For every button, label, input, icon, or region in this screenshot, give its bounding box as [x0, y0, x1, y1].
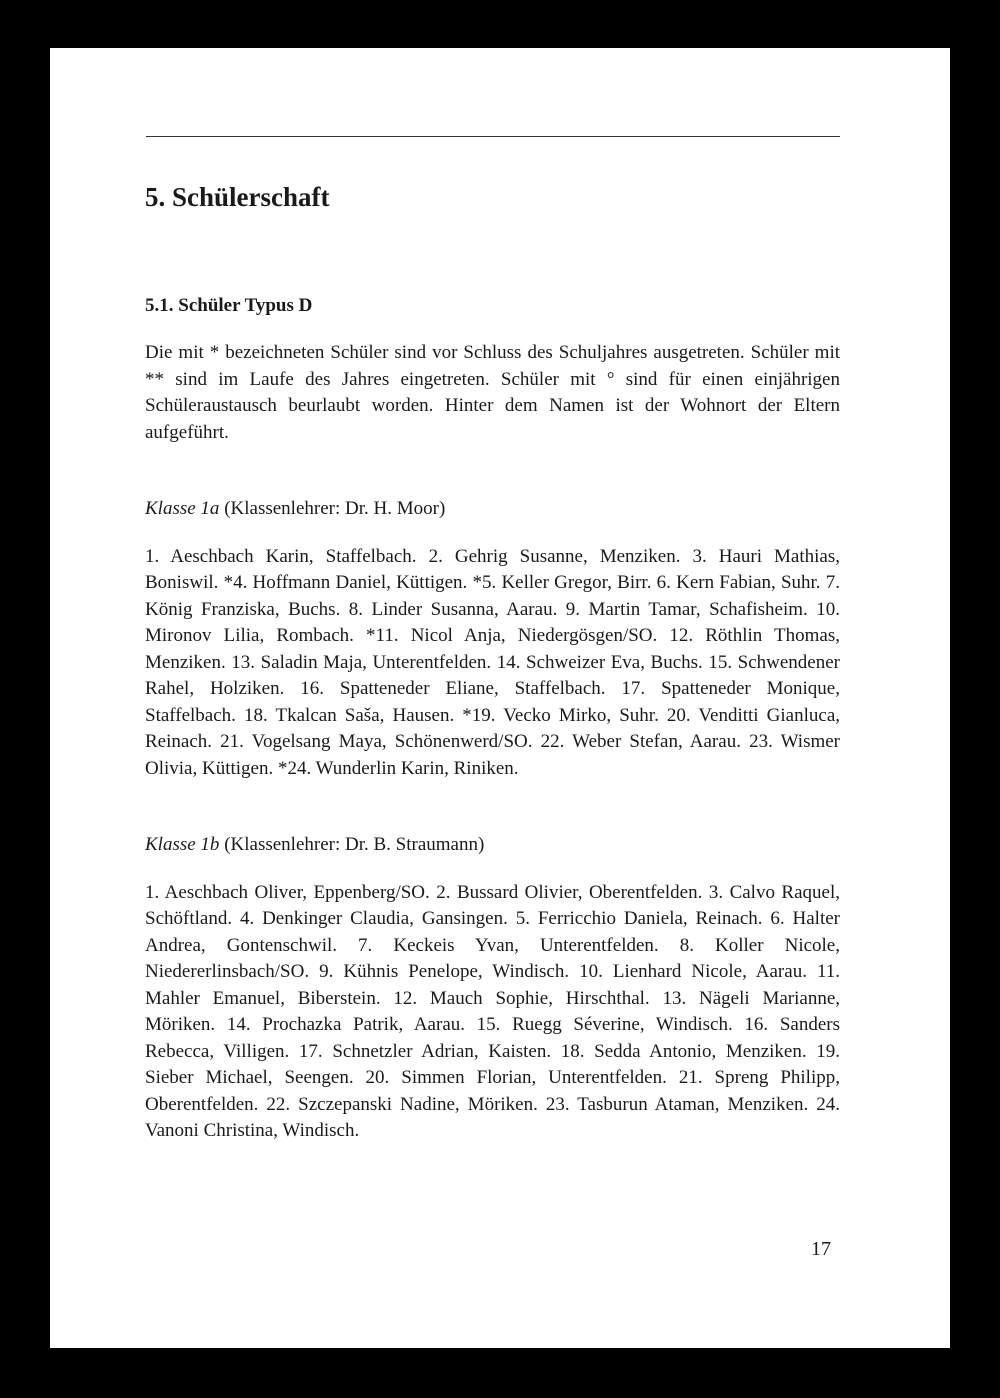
class-name: Klasse 1a — [145, 498, 220, 519]
top-rule — [146, 136, 840, 137]
student-list-1b: 1. Aeschbach Oliver, Eppenberg/SO. 2. Bussard Olivier, Oberentfelden. 3. Calvo Raquel, Schöftland. 4. Denkinger Claudia, Gansingen. 5. Ferricchio Daniela, Reinach. 6. Halter Andrea, Gontenschwil. 7. Keckeis Yvan, Unterentfelden. 8. Koller Nicole, Niedererlinsbach/SO. 9. Kühnis Penelope, Windisch. 10. Lienhard Nicole, Aarau. 11. Mahler Emanuel, Biberstein. 12. Mauch Sophie, Hirschthal. 13. Nägeli Marianne, Möriken. 14. Prochazka Patrik, Aarau. 15. Ruegg Séverine, Windisch. 16. Sanders Rebecca, Villigen. 17. Schnetzler Adrian, Kaisten. 18. Sedda Antonio, Menziken. 19. Sieber Michael, Seengen. 20. Simmen Florian, Unterentfelden. 21. Spreng Philipp, Oberentfelden. 22. Szczepanski Nadine, Möriken. 23. Tasburun Ataman, Menziken. 24. Vanoni Christina, Windisch. — [145, 881, 840, 1141]
intro-paragraph: Die mit * bezeichneten Schüler sind vor Schluss des Schuljahres ausgetreten. Schüler mit ** sind im Laufe des Jahres eingetreten. Schüler mit ° sind für einen einjährigen Schüleraustausch beurlaubt worden. Hinter dem Namen ist der Wohnort der Eltern aufgeführt. — [145, 342, 840, 443]
section-title: 5. Schülerschaft — [145, 182, 330, 212]
class-heading-1b — [145, 832, 840, 859]
class-teacher: (Klassenlehrer: Dr. H. Moor) — [219, 498, 446, 519]
page-number: 17 — [811, 1238, 831, 1260]
class-name: Klasse 1b — [145, 834, 220, 855]
class-teacher: (Klassenlehrer: Dr. B. Straumann) — [219, 834, 485, 855]
page-content — [145, 168, 840, 1145]
document-page — [50, 48, 950, 1348]
subsection-title: 5.1. Schüler Typus D — [145, 295, 313, 316]
class-heading-1a — [145, 496, 840, 523]
student-list-1a: 1. Aeschbach Karin, Staffelbach. 2. Gehrig Susanne, Menziken. 3. Hauri Mathias, Boniswil. *4. Hoffmann Daniel, Küttigen. *5. Keller Gregor, Birr. 6. Kern Fabian, Suhr. 7. König Franziska, Buchs. 8. Linder Susanna, Aarau. 9. Martin Tamar, Schafisheim. 10. Mironov Lilia, Rombach. *11. Nicol Anja, Niedergösgen/SO. 12. Röthlin Thomas, Menziken. 13. Saladin Maja, Unterentfelden. 14. Schweizer Eva, Buchs. 15. Schwendener Rahel, Holziken. 16. Spatteneder Eliane, Staffelbach. 17. Spatteneder Monique, Staffelbach. 18. Tkalcan Saša, Hausen. *19. Vecko Mirko, Suhr. 20. Venditti Gianluca, Reinach. 21. Vogelsang Maya, Schönenwerd/SO. 22. Weber Stefan, Aarau. 23. Wismer Olivia, Küttigen. *24. Wunderlin Karin, Riniken. — [145, 545, 840, 779]
